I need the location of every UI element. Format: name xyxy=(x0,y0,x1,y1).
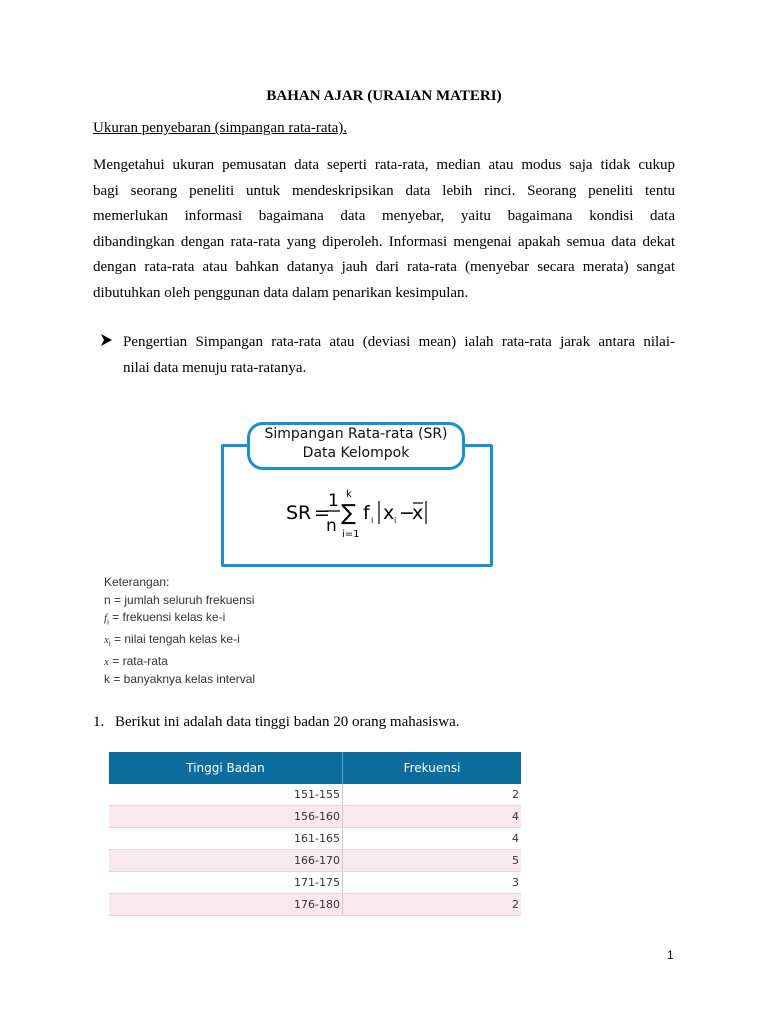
bullet-line: Pengertian Simpangan rata-rata atau (deviasi mean) ialah rata-rata jarak antara nilai- xyxy=(123,334,675,350)
formula-equation xyxy=(280,485,460,545)
sum-upper-limit: k xyxy=(346,489,352,500)
table-cell: 171-175 xyxy=(109,872,343,894)
formula-denominator: n xyxy=(326,516,337,536)
intro-paragraph xyxy=(93,153,675,307)
formula-lhs: SR xyxy=(286,502,312,524)
table-header-row xyxy=(109,752,521,784)
item-text: Berikut ini adalah data tinggi badan 20 orang mahasiswa. xyxy=(115,714,460,730)
height-frequency-table xyxy=(109,752,521,916)
formula-numerator: 1 xyxy=(328,491,339,511)
keterangan-item: $f_i$ = frekuensi kelas ke-i xyxy=(104,610,226,627)
formula-x-sub: i xyxy=(394,516,397,525)
table-cell: 2 xyxy=(343,894,522,916)
section-subtitle: Ukuran penyebaran (simpangan rata-rata). xyxy=(93,120,348,136)
page-number: 1 xyxy=(667,948,674,962)
formula-equals: = xyxy=(314,502,330,524)
bullet-line: nilai data menuju rata-ratanya. xyxy=(123,360,307,376)
keterangan-item: k = banyaknya kelas interval xyxy=(104,672,256,687)
keterangan-item: x = rata-rata xyxy=(104,653,168,668)
table-cell: 151-155 xyxy=(109,784,343,806)
keterangan-heading: Keterangan: xyxy=(104,575,170,589)
sum-lower-limit: i=1 xyxy=(342,529,360,540)
formula-frequency-sub: i xyxy=(371,516,374,525)
paragraph-line: Mengetahui ukuran pemusatan data seperti rata-rata, median atau modus saja tidak cukup xyxy=(93,157,675,173)
table-row xyxy=(109,784,521,806)
column-header: Frekuensi xyxy=(343,752,522,784)
table-cell: 4 xyxy=(343,806,522,828)
keterangan-item: $x_i$ = nilai tengah kelas ke-i xyxy=(104,631,240,649)
paragraph-line: dibutuhkan oleh penggunan data dalam penarikan kesimpulan. xyxy=(93,284,469,301)
sum-icon: ∑ xyxy=(341,501,356,526)
document-title: BAHAN AJAR (URAIAN MATERI) xyxy=(266,88,502,104)
table-row xyxy=(109,850,521,872)
paragraph-line: memerlukan informasi bagaimana data menyebar, yaitu bagaimana kondisi data xyxy=(93,208,675,225)
paragraph-line: dibandingkan dengan rata-rata yang diperoleh. Informasi mengenai apakah semua data dekat xyxy=(93,233,675,250)
formula-frequency: f xyxy=(363,502,370,524)
table-cell: 3 xyxy=(343,872,522,894)
keterangan-item: n = jumlah seluruh frekuensi xyxy=(104,592,255,607)
paragraph-line: dengan rata-rata atau bahkan datanya jauh dari rata-rata (menyebar secara merata) sangat xyxy=(93,259,675,276)
table-cell: 4 xyxy=(343,828,522,850)
formula-label-line: Data Kelompok xyxy=(302,445,410,461)
keterangan-legend xyxy=(104,574,255,689)
table-cell: 5 xyxy=(343,850,522,872)
paragraph-line: bagi seorang peneliti untuk mendeskripsikan data lebih rinci. Seorang peneliti tentu xyxy=(93,182,675,199)
table-row xyxy=(109,806,521,828)
table-cell: 161-165 xyxy=(109,828,343,850)
formula-x: x xyxy=(383,502,395,524)
table-cell: 156-160 xyxy=(109,806,343,828)
arrow-bullet-icon xyxy=(100,330,113,355)
table-row xyxy=(109,828,521,850)
table-cell: 166-170 xyxy=(109,850,343,872)
item-number: 1. xyxy=(93,714,105,730)
formula-mean: x xyxy=(412,502,424,524)
table-cell: 176-180 xyxy=(109,894,343,916)
table-row xyxy=(109,894,521,916)
formula-label-line: Simpangan Rata-rata (SR) xyxy=(264,426,448,442)
formula-minus: − xyxy=(399,502,415,524)
numbered-item xyxy=(93,714,460,731)
table-cell: 2 xyxy=(343,784,522,806)
table-row xyxy=(109,872,521,894)
column-header: Tinggi Badan xyxy=(109,752,343,784)
formula-label xyxy=(247,422,465,470)
